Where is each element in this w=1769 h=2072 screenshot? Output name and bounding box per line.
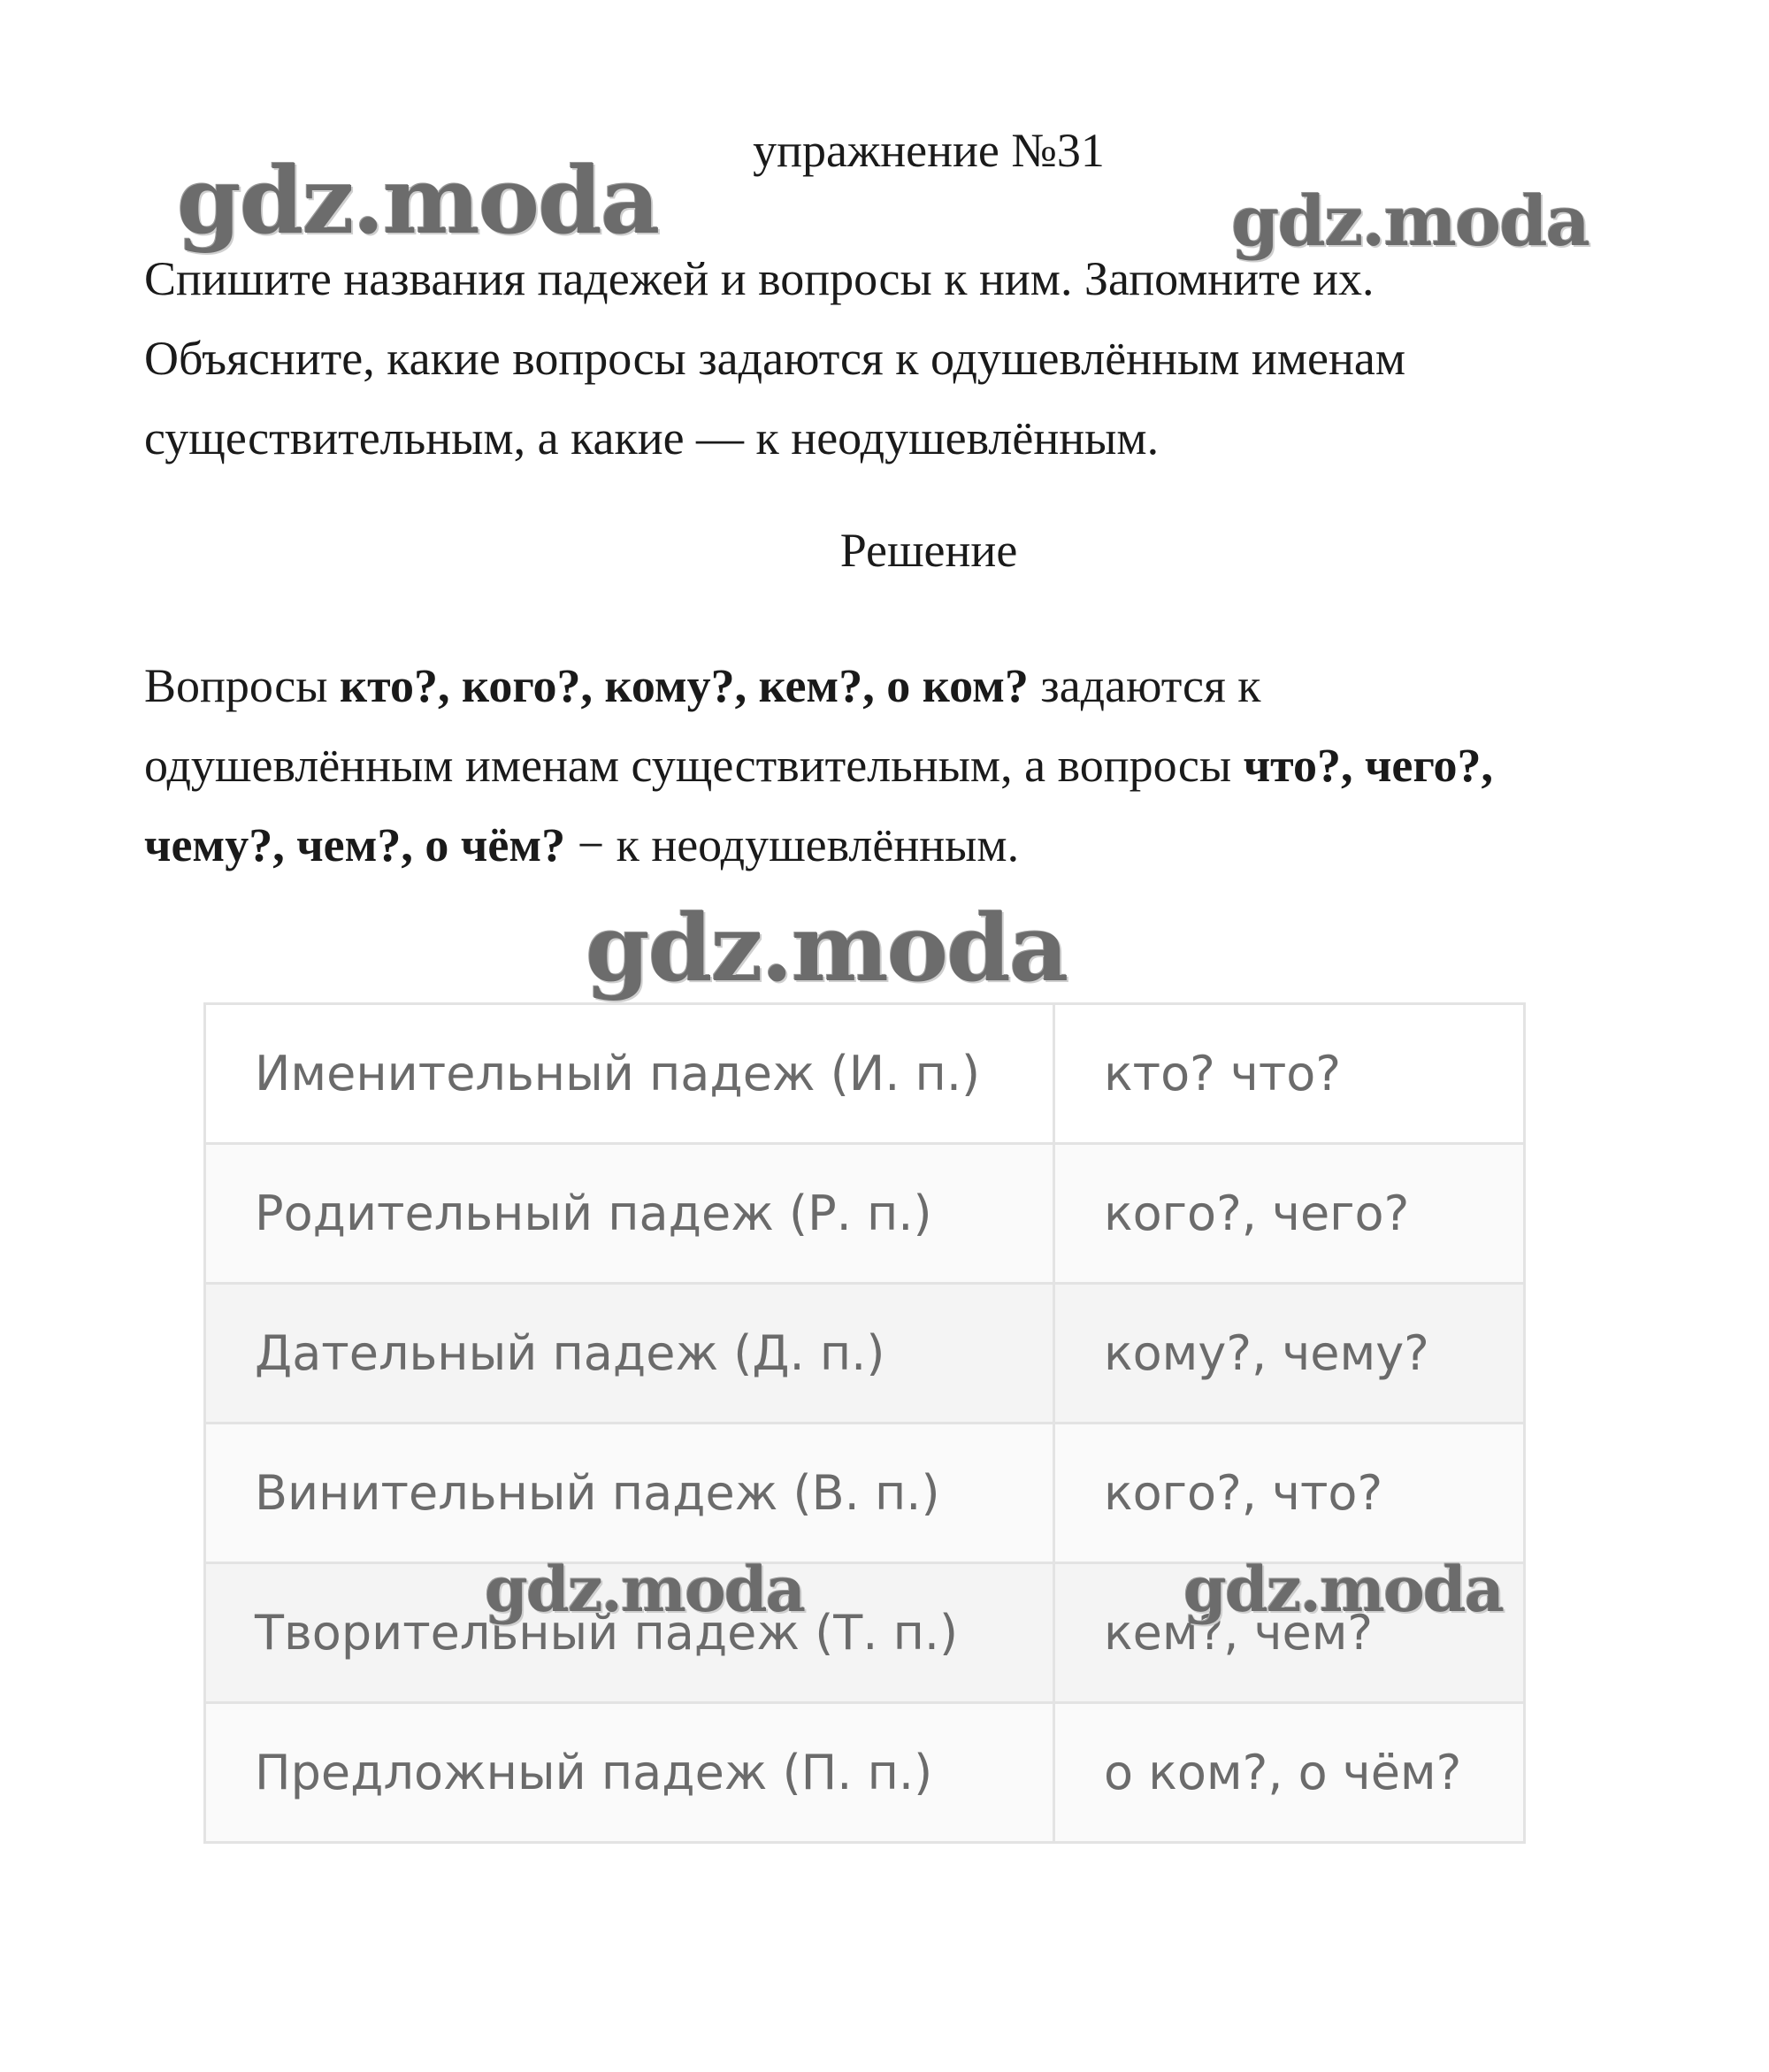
- task-text: [144, 239, 1648, 478]
- table-row: [205, 1144, 1525, 1284]
- case-questions: кто? что?: [1054, 1004, 1525, 1144]
- answer-line-2: одушевлённым именам существительным, а вопросы что?, чего?,: [144, 739, 1494, 792]
- case-questions: кого?, что?: [1054, 1424, 1525, 1563]
- watermark: gdz.moda: [1183, 1553, 1504, 1626]
- animate-questions: кто?, кого?, кому?, кем?, о ком?: [340, 659, 1029, 712]
- case-name: Предложный падеж (П. п.): [205, 1703, 1054, 1843]
- answer-text: [144, 646, 1666, 885]
- task-line: Спишите названия падежей и вопросы к ним. Запомните их.: [144, 252, 1375, 305]
- task-line: существительным, а какие — к неодушевлённым.: [144, 411, 1160, 464]
- watermark: gdz.moda: [1231, 181, 1589, 262]
- cases-table: [203, 1002, 1526, 1844]
- watermark: gdz.moda: [485, 1553, 805, 1626]
- task-line: Объясните, какие вопросы задаются к одушевлённым именам: [144, 332, 1405, 385]
- watermark: gdz.moda: [586, 894, 1068, 1002]
- case-name: Винительный падеж (В. п.): [205, 1424, 1054, 1563]
- case-name: Творительный падеж (Т. п.): [205, 1563, 1054, 1703]
- case-questions: кем?, чем?: [1054, 1563, 1525, 1703]
- inanimate-questions: что?, чего?,: [1243, 739, 1494, 792]
- table-row: [205, 1703, 1525, 1843]
- case-questions: кого?, чего?: [1054, 1144, 1525, 1284]
- case-name: Дательный падеж (Д. п.): [205, 1284, 1054, 1424]
- exercise-title: упражнение №31: [753, 124, 1105, 177]
- inanimate-questions: чему?, чем?, о чём?: [144, 818, 566, 871]
- table-row: [205, 1284, 1525, 1424]
- case-questions: о ком?, о чём?: [1054, 1703, 1525, 1843]
- watermark: gdz.moda: [177, 146, 659, 255]
- answer-line-3: чему?, чем?, о чём? − к неодушевлённым.: [144, 818, 1020, 871]
- solution-title: Решение: [839, 524, 1018, 577]
- case-questions: кому?, чему?: [1054, 1284, 1525, 1424]
- case-name: Родительный падеж (Р. п.): [205, 1144, 1054, 1284]
- table-row: [205, 1004, 1525, 1144]
- answer-line-1: Вопросы кто?, кого?, кому?, кем?, о ком? задаются к: [144, 659, 1261, 712]
- table-row: [205, 1424, 1525, 1563]
- case-name: Именительный падеж (И. п.): [205, 1004, 1054, 1144]
